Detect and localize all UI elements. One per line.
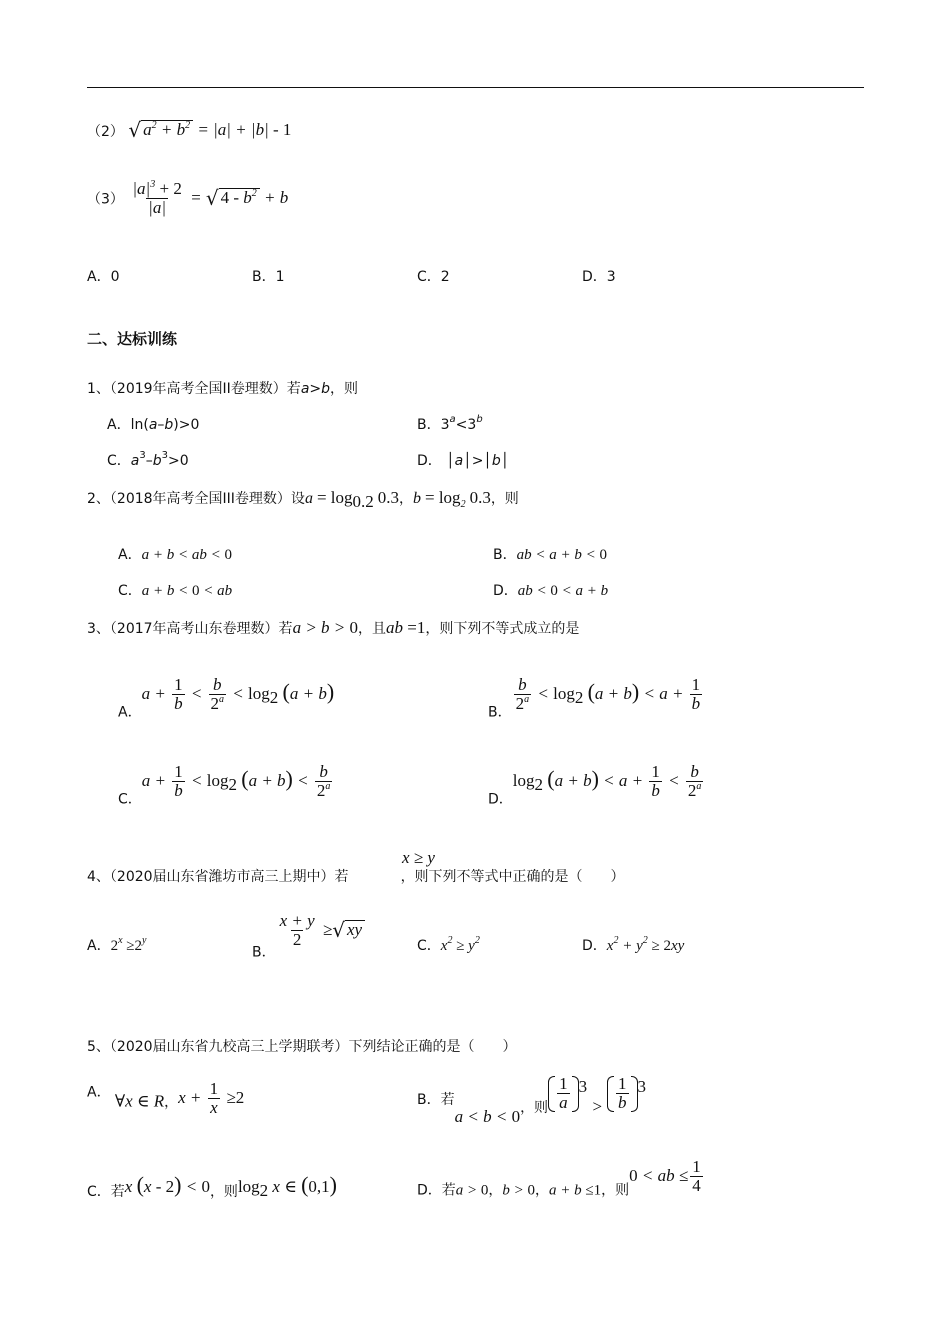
option-separator: ， bbox=[535, 1182, 550, 1199]
option-math: b > 0 bbox=[502, 1182, 536, 1199]
option-math: a + b < 0 < ab bbox=[141, 583, 233, 599]
option-math: x (x - 2) < 0 bbox=[124, 1172, 210, 1197]
question-text: （2019年高考全国II卷理数）若 bbox=[109, 381, 301, 397]
option-math: a < b < 0 bbox=[454, 1106, 521, 1126]
option-label: D． bbox=[417, 453, 442, 469]
option-then: ，则 bbox=[601, 1182, 630, 1199]
option-math: $x^2 + y^2 \ge 2xy$ bbox=[606, 935, 685, 954]
item-label: （2） bbox=[87, 124, 124, 140]
q3-option-d[interactable] bbox=[488, 763, 705, 809]
question-text: （2018年高考全国III卷理数）设 bbox=[109, 491, 305, 507]
q4-condition bbox=[402, 848, 435, 868]
question-number: 2、 bbox=[87, 491, 110, 507]
option-separator: ， bbox=[164, 1094, 179, 1111]
question-tail: ，则 bbox=[330, 381, 359, 397]
math-expression: a > b > 0 bbox=[292, 618, 359, 637]
option-label: C． bbox=[107, 453, 131, 469]
option-math: $x^2 \ge y^2$ bbox=[440, 935, 480, 954]
question-text: （2020届山东省九校高三上学期联考）下列结论正确的是（ ） bbox=[109, 1039, 517, 1055]
option-math: $\frac{1}{a}$ $^3$ > $\frac{1}{b}$ $^3$ bbox=[548, 1097, 646, 1116]
option-label: A． bbox=[118, 547, 142, 563]
option-math: a > 0 bbox=[455, 1182, 489, 1199]
prev-item-2 bbox=[87, 118, 291, 142]
q4-option-d[interactable] bbox=[582, 935, 684, 955]
option-label: B． bbox=[417, 417, 441, 433]
q3-option-c[interactable] bbox=[118, 763, 334, 809]
q1-option-d[interactable] bbox=[417, 450, 509, 470]
math-expression: ab =1 bbox=[386, 618, 426, 637]
option-math: ∀x ∈ R bbox=[110, 1091, 165, 1111]
q5-option-c[interactable] bbox=[87, 1172, 337, 1201]
option-math: │a│>│b│ bbox=[441, 453, 510, 469]
option-label: B．若 bbox=[417, 1091, 455, 1108]
option-separator: ， bbox=[488, 1182, 503, 1199]
q3-option-b[interactable] bbox=[488, 676, 704, 722]
question-1 bbox=[87, 378, 358, 398]
question-tail: ，则下列不等式成立的是 bbox=[425, 621, 580, 637]
option-label: B．1 bbox=[252, 269, 285, 285]
prev-option-b[interactable] bbox=[252, 266, 285, 286]
q4-option-a[interactable] bbox=[87, 935, 146, 955]
q1-option-c[interactable] bbox=[107, 450, 189, 470]
option-label: C．2 bbox=[417, 269, 450, 285]
prev-item-3 bbox=[87, 180, 288, 218]
option-label: D． bbox=[582, 938, 607, 954]
option-label: A． bbox=[118, 704, 142, 721]
option-label: A． bbox=[87, 938, 111, 954]
option-math: $2^x \ge 2^y$ bbox=[110, 935, 147, 954]
header-rule bbox=[87, 87, 864, 88]
option-math: $\frac{b}{2^a}$ < $\log_2 (a + b) < a$ + $\frac{1}{b}$ bbox=[515, 675, 701, 713]
q3-option-a[interactable] bbox=[118, 676, 334, 722]
q1-option-b[interactable] bbox=[417, 414, 483, 434]
math-expression: $\frac{|a|^3 + 2}{|a|}$ = √ $4 - b^2 + b$ bbox=[132, 179, 289, 217]
question-text: （2017年高考山东卷理数）若 bbox=[109, 621, 293, 637]
option-math: a + $\frac{1}{b}$ < $\frac{b}{2^a}$ < $\log_2 (a + b)$ bbox=[141, 675, 335, 713]
prev-option-a[interactable] bbox=[87, 266, 119, 286]
option-math: x + $\frac{1}{x}$ ≥2 bbox=[178, 1079, 245, 1117]
question-text: （2020届山东省潍坊市高三上期中）若 bbox=[109, 869, 349, 885]
question-number: 3、 bbox=[87, 621, 110, 637]
question-tail: ，则 bbox=[490, 491, 519, 507]
question-separator: ， bbox=[399, 491, 413, 507]
option-label: D．若 bbox=[417, 1182, 456, 1199]
option-label: A． bbox=[107, 417, 131, 433]
q2-option-b[interactable] bbox=[493, 544, 607, 564]
option-math: a + $\frac{1}{b}$ < $\log_2 (a + b)$ < $\frac{b}{2^a}$ bbox=[141, 762, 331, 800]
q5-option-d[interactable] bbox=[417, 1158, 705, 1200]
question-number: 5、 bbox=[87, 1039, 110, 1055]
option-then: ，则 bbox=[209, 1184, 238, 1200]
option-label: D． bbox=[493, 583, 518, 599]
q5-option-a[interactable] bbox=[87, 1080, 244, 1118]
math-expression: x ≥ y bbox=[402, 848, 435, 867]
q5-option-b[interactable] bbox=[417, 1075, 646, 1127]
q2-option-c[interactable] bbox=[118, 580, 232, 600]
q2-option-a[interactable] bbox=[118, 544, 232, 564]
option-math: ab < a + b < 0 bbox=[516, 547, 607, 563]
q1-option-a[interactable] bbox=[107, 414, 199, 434]
question-2 bbox=[87, 488, 519, 511]
option-label: A． bbox=[87, 1084, 111, 1101]
option-then: ，则 bbox=[520, 1099, 549, 1116]
question-number: 4、 bbox=[87, 869, 110, 885]
option-label: C． bbox=[118, 791, 142, 808]
q2-option-d[interactable] bbox=[493, 580, 608, 600]
option-math: 0 < ab ≤ $\frac{1}{4}$ bbox=[629, 1157, 701, 1195]
math-expression: √ $a^2 + b^2 = |a| + |b| - 1$ bbox=[128, 118, 292, 142]
question-4 bbox=[87, 866, 625, 886]
option-math: ln(a–b)>0 bbox=[130, 417, 200, 433]
prev-option-d[interactable] bbox=[582, 266, 616, 286]
prev-option-c[interactable] bbox=[417, 266, 450, 286]
option-label: B． bbox=[252, 944, 276, 961]
q4-option-c[interactable] bbox=[417, 935, 480, 955]
option-label: D． bbox=[488, 791, 513, 808]
option-math: $a^3-b^3>0$ bbox=[130, 450, 189, 469]
option-math: a + b < ab < 0 bbox=[141, 547, 232, 563]
option-label: C．若 bbox=[87, 1184, 125, 1200]
item-label: （3） bbox=[87, 191, 124, 208]
question-tail: ，则下列不等式中正确的是（ ） bbox=[400, 869, 625, 885]
option-math: $\log_2 (a + b) < a$ + $\frac{1}{b}$ < $\frac{b}{2^a}$ bbox=[512, 762, 702, 800]
option-label: C． bbox=[118, 583, 142, 599]
math-expression: $a = \log_{0.2} 0.3$ bbox=[304, 488, 399, 511]
q4-option-b[interactable] bbox=[252, 912, 365, 962]
option-math: $3^a<3^b$ bbox=[440, 414, 483, 433]
option-math: $\frac{x + y}{2}$ ≥√ xy bbox=[276, 920, 366, 939]
option-label: B． bbox=[493, 547, 517, 563]
question-3 bbox=[87, 618, 579, 638]
question-condition: a>b bbox=[300, 381, 331, 397]
option-math: ab < 0 < a + b bbox=[517, 583, 609, 599]
math-expression: $b = \log_2 0.3$ bbox=[413, 488, 491, 510]
option-math: a + b ≤1 bbox=[549, 1182, 602, 1199]
question-number: 1、 bbox=[87, 381, 110, 397]
option-label: B． bbox=[488, 704, 512, 721]
option-label: A．0 bbox=[87, 269, 120, 285]
question-text-mid: ，且 bbox=[358, 621, 387, 637]
option-math: $\log_2 x$ ∈ (0,1) bbox=[237, 1172, 337, 1200]
option-label: C． bbox=[417, 938, 441, 954]
question-5 bbox=[87, 1036, 517, 1056]
section-title: 二、达标训练 bbox=[87, 330, 178, 348]
option-label: D．3 bbox=[582, 269, 616, 285]
